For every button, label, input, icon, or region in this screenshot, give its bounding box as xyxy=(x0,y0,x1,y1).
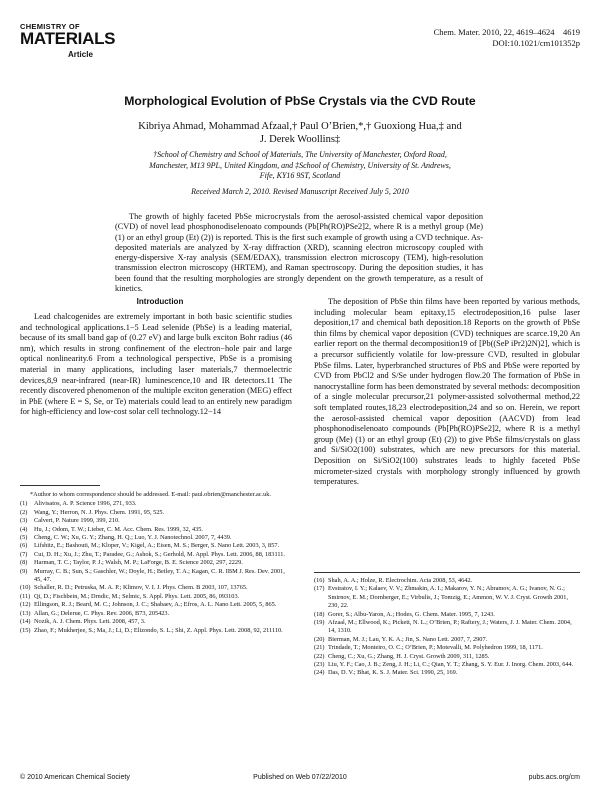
article-title: Morphological Evolution of PbSe Crystals via the CVD Route xyxy=(124,94,476,108)
reference-item xyxy=(20,534,292,542)
reference-item xyxy=(314,669,580,677)
reference-item xyxy=(314,644,580,652)
reference-text: Gorer, S.; Albu-Yaron, A.; Hodes, G. Chem. Mater. 1995, 7, 1243. xyxy=(328,610,495,618)
affiliation-line-3: Fife, KY16 9ST, Scotland xyxy=(259,171,341,180)
reference-number: (7) xyxy=(20,550,28,558)
reference-item xyxy=(314,577,580,585)
reference-text: Zhao, F.; Mukherjee, S.; Ma, J.; Li, D.; Elizondo, S. L.; Shi, Z. Appl. Phys. Lett. 2008, 92, 211110. xyxy=(34,626,283,634)
reference-number: (10) xyxy=(20,584,31,592)
reference-item xyxy=(314,585,580,610)
corresponding-author-footnote: *Author to whom correspondence should be addressed. E-mail: paul.obrien@manchester.ac.uk. xyxy=(30,491,271,498)
reference-text: Harman, T. C.; Taylor, P. J.; Walsh, M. P.; LaForge, B. E. Science 2002, 297, 2229. xyxy=(34,559,243,567)
section-heading-introduction: Introduction xyxy=(136,297,184,306)
reference-item xyxy=(20,551,292,559)
reference-text: Afzaal, M.; Ellwood, K.; Pickett, N. L.; O’Brien, P.; Raftery, J.; Waters, J. J. Mater. Chem. 2004, 14, 1310. xyxy=(328,619,572,635)
journal-reference xyxy=(434,27,580,49)
article-type-label: Article xyxy=(68,50,93,59)
footnote-divider xyxy=(20,485,100,486)
reference-number: (2) xyxy=(20,508,28,516)
reference-list-right xyxy=(314,577,580,678)
reference-item xyxy=(314,636,580,644)
reference-number: (12) xyxy=(20,601,31,609)
intro-paragraph-1: Lead chalcogenides are extremely important in both basic scientific studies and technological applications.1−5 Lead selenide (PbSe) is a leading material, because of its small band gap of (0.27 eV) and large bulk exciton Bohr radius (46 nm), which results in strong confinement of the electron−hole pair and large optical nonlinearity.6 From a technological perspective, PbSe is a promising material in many applications, including laser materials,7 thermoelectric devices,8,9 near-infrared (near-IR) luminescence,10 and IR detectors.11 The recently discovered phenomenon of the multiple exciton generation (MEG) effect in PbE (where E = S, Se, or Te) materials could lead to an entirely new paradigm for high-efficiency and low-cost solar cell technology.12−14 xyxy=(20,312,292,417)
reference-text: Wang, Y.; Herron, N. J. Phys. Chem. 1991, 95, 525. xyxy=(34,508,165,516)
reference-number: (6) xyxy=(20,542,28,550)
reference-number: (18) xyxy=(314,610,325,618)
reference-text: Das, D. V.; Bhat, K. S. J. Mater. Sci. 1990, 25, 169. xyxy=(328,669,458,677)
publication-date: Published on Web 07/22/2010 xyxy=(253,774,347,781)
reference-number: (1) xyxy=(20,500,28,508)
intro-paragraph-2: The deposition of PbSe thin films have been reported by various methods, including molecular beam epitaxy,15 electrodeposition,16 pulse laser deposition,17 and chemical bath deposition.18 Reports on the growth of PbSe thin films by chemical vapor deposition (CVD) techniques are scarce.19,20 An earlier report on the thermal decomposition19 of [Pb((SeP iPr2)2N)2], which is a precursor sufficiently volatile for low-pressure CVD, resulted in globular PbSe films. Later, hyperbranched structures of PbS and PbSe were reported by CVD from PbCl2 and S/Se under hydrogen flow.20 The formation of PbSe in nanocrystalline form has been demonstrated by several methods: decomposition of a single molecular precursor,21 polymer-assisted solvothermal method,22 soft templated routes,18,23 electrodeposition,24 and so on. Herein, we report the aerosol-assisted chemical vapor deposition (AACVD) from lead phosphonodiselenoato compounds (Pb[Ph(RO)PSe2]2, where R is a methyl group (Me) (1) or an ethyl group (Et) (2)) to give PbSe films/crystals on glass and Si/SiO2(100) substrates, which are new precursors for this material. Deposition on Si/SiO2(100) substrates leads to highly faceted PbSe micrometer-sized crystals with morphology strongly influenced by growth temperatures. xyxy=(314,297,580,487)
reference-text: Alivisatos, A. P. Science 1996, 271, 933. xyxy=(34,500,137,508)
journal-logo-line2: MATERIALS xyxy=(20,29,116,48)
reference-number: (22) xyxy=(314,652,325,660)
reference-number: (17) xyxy=(314,585,325,593)
reference-text: Cheng, C.; Xu, G.; Zhang, H. J. Cryst. Growth 2009, 311, 1285. xyxy=(328,652,490,660)
reference-number: (20) xyxy=(314,635,325,643)
reference-item xyxy=(20,593,292,601)
references-left xyxy=(20,491,292,635)
reference-item xyxy=(20,568,292,585)
reference-number: (14) xyxy=(20,618,31,626)
reference-text: Murray, C. B.; Sun, S.; Gaschler, W.; Doyle, H.; Betley, T. A.; Kagan, C. R. IBM J. Res. Dev. 2001, 45, 47. xyxy=(34,567,285,584)
page-number: 4619 xyxy=(563,27,580,37)
authors-line-2: J. Derek Woollins‡ xyxy=(259,134,341,145)
affiliation-line-2: Manchester, M13 9PL, United Kingdom, and ‡School of Chemistry, University of St. Andrews, xyxy=(149,160,451,170)
reference-text: Qi, D.; Fischbein, M.; Drndic, M.; Selmic, S. Appl. Phys. Lett. 2005, 86, 093103. xyxy=(34,592,240,600)
reference-text: Hu, J.; Odom, T. W.; Lieber, C. M. Acc. Chem. Res. 1999, 32, 435. xyxy=(34,525,203,533)
reference-item xyxy=(20,500,292,508)
affiliation-line-1: †School of Chemistry and School of Materials, The University of Manchester, Oxford Road, xyxy=(153,150,447,159)
copyright: © 2010 American Chemical Society xyxy=(20,774,130,781)
reference-item xyxy=(20,618,292,626)
reference-text: Schaller, R. D.; Petruska, M. A. P.; Klimov, V. I. J. Phys. Chem. B 2003, 107, 13765. xyxy=(34,584,248,592)
received-dates: Received March 2, 2010. Revised Manuscript Received July 5, 2010 xyxy=(191,187,409,196)
reference-item xyxy=(314,619,580,636)
reference-number: (11) xyxy=(20,592,31,600)
affiliations xyxy=(95,150,505,182)
journal-logo-line1: CHEMISTRY OF xyxy=(20,22,80,31)
reference-item xyxy=(314,611,580,619)
reference-number: (4) xyxy=(20,525,28,533)
reference-item xyxy=(20,542,292,550)
reference-item xyxy=(314,661,580,669)
reference-item xyxy=(20,627,292,635)
reference-text: Cheng, C. W.; Xu, G. Y.; Zhang, H. Q.; Luo, Y. J. Nanotechnol. 2007, 7, 4439. xyxy=(34,534,232,542)
reference-number: (15) xyxy=(20,626,31,634)
reference-item xyxy=(20,584,292,592)
reference-item xyxy=(20,526,292,534)
reference-number: (9) xyxy=(20,567,28,575)
reference-number: (16) xyxy=(314,577,325,584)
reference-text: Nozik, A. J. Chem. Phys. Lett. 2008, 457, 3. xyxy=(34,618,146,626)
reference-text: Calvert, P. Nature 1999, 399, 210. xyxy=(34,517,120,525)
reference-text: Evstratov, I. Y.; Kalaev, V. V.; Zhmakin, A. I.; Makarov, Y. N.; Abramov, A. G.; Ivanov, N. G.; Smirnov, E. M.; Dornberger, E.; Virbulis, J.; Tomzig, E.; Ammon, W. V. J. Cryst. Growth 2001, 230, 22. xyxy=(328,585,569,610)
reference-text: Allan, G.; Delerue, C. Phys. Rev. 2006, B73, 205423. xyxy=(34,609,170,617)
doi: DOI:10.1021/cm101352p xyxy=(492,38,580,48)
reference-number: (21) xyxy=(314,644,325,652)
citation: Chem. Mater. 2010, 22, 4619–4624 xyxy=(433,27,555,37)
authors-line-1: Kibriya Ahmad, Mohammad Afzaal,† Paul O’Brien,*,† Guoxiong Hua,‡ and xyxy=(138,121,462,132)
reference-number: (13) xyxy=(20,609,31,617)
reference-number: (5) xyxy=(20,534,28,542)
reference-item xyxy=(20,517,292,525)
reference-item xyxy=(20,509,292,517)
reference-text: Shah, A. A.; Holze, R. Electrochim. Acta 2008, 53, 4642. xyxy=(328,577,473,584)
reference-number: (23) xyxy=(314,661,325,669)
reference-number: (24) xyxy=(314,669,325,677)
reference-item xyxy=(20,610,292,618)
reference-item xyxy=(20,559,292,567)
reference-number: (19) xyxy=(314,619,325,627)
reference-text: Cui, D. H.; Xu, J.; Zhu, T.; Paradee, G.; Ashok, S.; Gerhold, M. Appl. Phys. Lett. 2006, 88, 183111. xyxy=(34,550,285,558)
journal-url[interactable]: pubs.acs.org/cm xyxy=(528,774,580,781)
references-divider xyxy=(314,572,580,573)
reference-number: (8) xyxy=(20,559,28,567)
reference-text: Trindade, T.; Monteiro, O. C.; O’Brien, P.; Motevalli, M. Polyhedron 1999, 18, 1171. xyxy=(328,644,543,652)
reference-text: Liu, Y. F.; Cao, J. B.; Zeng, J. H.; Li, C.; Qian, Y. T.; Zhang, S. Y. Eur. J. Inorg. Chem. 2003, 644. xyxy=(328,661,574,669)
reference-text: Lifshitz, E.; Bashouti, M.; Kloper, V.; Kigel, A.; Eisen, M. S.; Berger, S. Nano Lett. 2003, 3, 857. xyxy=(34,542,280,550)
reference-text: Bierman, M. J.; Lau, Y. K. A.; Jin, S. Nano Lett. 2007, 7, 2907. xyxy=(328,635,488,643)
abstract: The growth of highly faceted PbSe microcrystals from the aerosol-assisted chemical vapor deposition (CVD) of novel lead phosphonodiselenoato compounds (Pb[Ph(RO)PSe2]2, where R is a methyl group (Me) (1) or an ethyl group (Et) (2)) is reported. This is the first such example of growth using a CVD technique. As-deposited materials are analyzed by X-ray diffraction (XRD), scanning electron microscopy coupled with energy-dispersive X-ray analysis (SEM/EDAX), transmission electron microscopy (TEM), high-resolution transmission electron microscopy (HRTEM), and Raman spectroscopy. During the deposition studies, it has been found that the resulting morphologies are strongly dependent on the growth temperature, as a result of kinetics. xyxy=(115,212,483,294)
author-list xyxy=(120,120,480,146)
reference-number: (3) xyxy=(20,517,28,525)
reference-item xyxy=(20,601,292,609)
reference-list-left xyxy=(20,500,292,635)
reference-text: Ellingson, R. J.; Beard, M. C.; Johnson, J. C.; Shabaev, A.; Efros, A. L. Nano Lett. 2005, 5, 865. xyxy=(34,601,277,609)
reference-item xyxy=(314,653,580,661)
